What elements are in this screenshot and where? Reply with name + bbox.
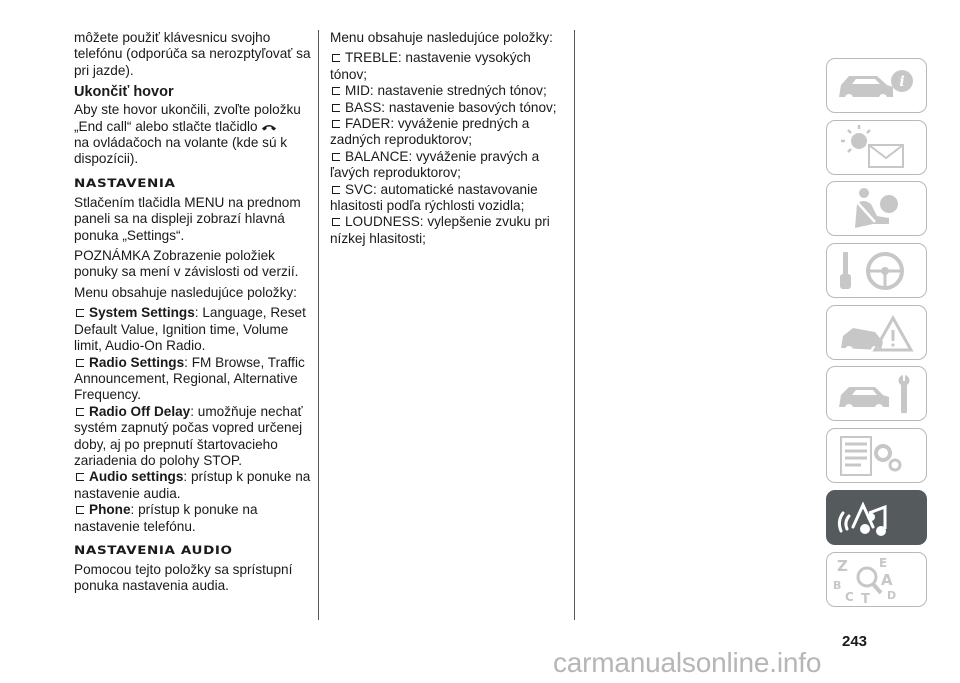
item-desc: : umožňuje nechať systém zapnutý počas vopred určenej doby, aj po prepnutí štartovacieho zariadenia do polohy STOP. (74, 403, 303, 468)
index-letter: B (833, 578, 842, 592)
list-item (330, 50, 570, 83)
car-info-icon (827, 59, 927, 112)
audio-settings-heading: NASTAVENIA AUDIO (74, 543, 233, 558)
bullet-icon (332, 87, 340, 95)
right-column (330, 30, 570, 247)
end-call-heading: Ukončiť hovor (74, 84, 174, 101)
tab-maintenance[interactable] (826, 366, 927, 421)
tab-car-info[interactable] (826, 58, 927, 113)
hang-up-phone-icon (261, 123, 277, 131)
bullet-icon (332, 120, 340, 128)
list-item (330, 83, 570, 99)
multimedia-icon (827, 491, 927, 544)
item-term: Radio Settings (89, 354, 185, 370)
tab-emergency[interactable] (826, 305, 927, 360)
item-text: BASS: nastavenie basových tónov; (345, 99, 557, 115)
bullet-icon (332, 186, 340, 194)
tab-starting-driving[interactable] (826, 243, 927, 298)
end-call-paragraph (74, 102, 312, 168)
index-letter: C (845, 589, 854, 604)
note-paragraph: POZNÁMKA Zobrazenie položiek ponuky sa mení v závislosti od verzií. (74, 248, 299, 280)
bullet-icon (76, 473, 84, 481)
audio-paragraph: Pomocou tejto položky sa sprístupní ponuka nastavenia audia. (74, 561, 293, 594)
chapter-tabs (826, 58, 929, 613)
index-icon (827, 553, 927, 606)
page-number: 243 (842, 633, 868, 650)
tab-safety[interactable] (826, 181, 927, 236)
list-item (330, 100, 570, 116)
item-text: BALANCE: vyváženie pravých a ľavých reproduktorov; (330, 148, 540, 181)
audio-list (330, 50, 570, 247)
svg-text:i: i (899, 74, 905, 90)
item-text: MID: nastavenie stredných tónov; (345, 83, 547, 99)
item-desc: : Language, Reset Default Value, Ignition time, Volume limit, Audio-On Radio. (74, 305, 306, 354)
index-letter: A (881, 570, 893, 589)
bullet-icon (76, 309, 84, 317)
index-letter: Z (837, 556, 848, 575)
bullet-icon (332, 153, 340, 161)
list-item (74, 305, 312, 354)
settings-list (74, 305, 312, 535)
key-steering-wheel-icon (827, 244, 927, 297)
tab-technical-data[interactable] (826, 428, 927, 483)
index-letter: E (879, 555, 888, 570)
watermark: carmanualsonline.info (553, 647, 822, 678)
end-call-text-b: na ovládačoch na volante (kde sú k dispozícii). (74, 135, 288, 167)
item-desc: : prístup k ponuke na nastavenie audia. (74, 469, 311, 501)
accident-warning-icon (827, 306, 927, 359)
list-item (74, 404, 312, 470)
list-item (330, 116, 570, 149)
list-item (74, 502, 312, 535)
list-item (330, 149, 570, 182)
column-divider (318, 30, 319, 620)
left-column (74, 30, 312, 599)
settings-heading: NASTAVENIA (74, 176, 176, 190)
item-text: FADER: vyváženie predných a zadných reproduktorov; (330, 116, 530, 148)
item-term: Phone (89, 502, 131, 518)
bullet-icon (76, 359, 84, 367)
tab-warning-lights[interactable] (826, 120, 927, 175)
list-item (330, 214, 570, 247)
index-letter: T (861, 591, 870, 606)
item-text: SVC: automatické nastavovanie hlasitosti podľa rýchlosti vozidla; (330, 181, 538, 214)
item-term: System Settings (89, 305, 195, 321)
item-term: Radio Off Delay (89, 403, 191, 419)
bullet-icon (332, 54, 340, 62)
menu-items-intro: Menu obsahuje nasledujúce položky: (330, 30, 553, 45)
menu-press-paragraph: Stlačením tlačidla MENU na prednom paneli sa na displeji zobrazí hlavná ponuka „Settings“. (74, 194, 301, 243)
bullet-icon (76, 506, 84, 514)
item-text: LOUDNESS: vylepšenie zvuku pri nízkej hlasitosti; (330, 214, 550, 246)
bullet-icon (332, 218, 340, 226)
list-item (74, 469, 312, 502)
seatbelt-airbag-icon (827, 182, 927, 235)
column-divider (574, 30, 575, 620)
end-call-text-a: Aby ste hovor ukončili, zvoľte položku „End call“ alebo stlačte tlačidlo (74, 102, 301, 134)
item-term: Audio settings (89, 469, 184, 485)
tab-index[interactable] (826, 552, 927, 607)
tab-multimedia[interactable] (826, 490, 927, 545)
list-item (330, 182, 570, 215)
menu-items-intro: Menu obsahuje nasledujúce položky: (74, 284, 297, 300)
intro-paragraph: môžete použiť klávesnicu svojho telefónu (odporúča sa nerozptyľovať sa pri jazde). (74, 30, 311, 78)
bullet-icon (76, 408, 84, 416)
car-maintenance-icon (827, 367, 927, 420)
technical-data-icon (827, 429, 927, 482)
warning-lights-icon (827, 121, 927, 174)
item-desc: : FM Browse, Traffic Announcement, Regional, Alternative Frequency. (74, 354, 305, 403)
item-desc: : prístup k ponuke na nastavenie telefónu. (74, 502, 258, 534)
item-text: TREBLE: nastavenie vysokých tónov; (330, 50, 531, 82)
list-item (74, 355, 312, 404)
bullet-icon (332, 104, 340, 112)
index-letter: D (887, 588, 897, 602)
